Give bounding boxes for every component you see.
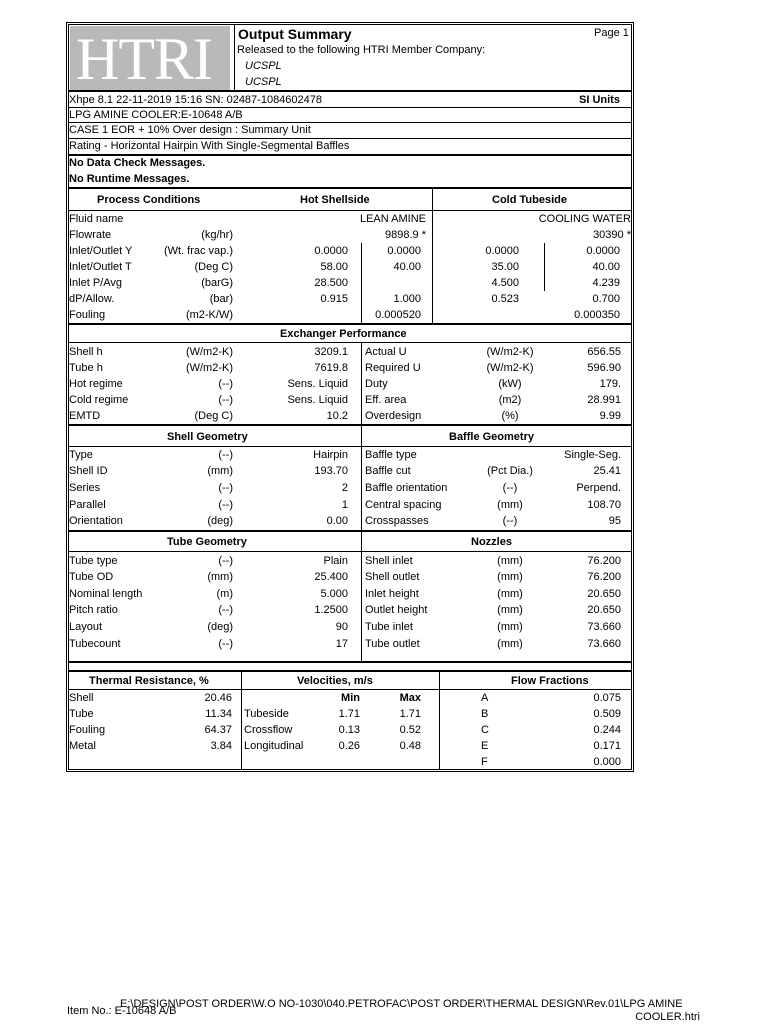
row-unit: (W/m2-K) [185,362,233,374]
row-unit: (W/m2-K) [185,346,233,358]
row-unit: (--) [218,378,233,390]
released-text: Released to the following HTRI Member Company: [237,44,486,56]
runtime-message: No Runtime Messages. [69,173,190,185]
divider [361,530,362,661]
divider [234,24,235,90]
row-label: Tube inlet [365,621,413,633]
row-unit: (--) [218,604,233,616]
hot-inlet-value: 0.915 [320,293,348,305]
row-value: 0.075 [593,692,621,704]
divider [439,670,440,770]
row-value: 20.46 [204,692,232,704]
velocity-max-header: Max [399,692,421,704]
hot-inlet-value: 28.500 [314,277,348,289]
row-label: Crossflow [244,724,293,736]
row-label: Inlet/Outlet T [69,261,132,273]
row-label: Pitch ratio [69,604,118,616]
row-label: B [481,708,489,720]
row-unit: (mm) [497,604,523,616]
divider [432,188,433,323]
row-label: Layout [69,621,103,633]
divider [68,323,632,325]
row-value: 76.200 [587,555,621,567]
divider [68,210,632,211]
row-value: 28.991 [587,394,621,406]
divider [68,187,632,189]
row-label: Longitudinal [244,740,304,752]
row-unit: (--) [218,555,233,567]
row-unit: (Deg C) [194,410,233,422]
row-unit: (barG) [201,277,233,289]
row-label: Tube OD [69,571,114,583]
row-value: Plain [323,555,348,567]
row-unit: (mm) [497,555,523,567]
divider [68,107,632,108]
row-label: EMTD [69,410,101,422]
row-label: F [481,756,488,768]
row-unit: (--) [218,638,233,650]
row-label: Nominal length [69,588,143,600]
cold-outlet-value: 40.00 [592,261,620,273]
row-value: 0.000 [593,756,621,768]
case-line-1: LPG AMINE COOLER:E-10648 A/B [69,109,243,121]
row-value: Sens. Liquid [287,394,348,406]
row-unit: (W/m2-K) [486,362,534,374]
row-label: dP/Allow. [69,293,115,305]
row-value: 0.171 [593,740,621,752]
hot-inlet-value: 58.00 [320,261,348,273]
velocities-heading: Velocities, m/s [297,675,373,687]
row-value: 76.200 [587,571,621,583]
row-unit: (--) [218,394,233,406]
logo-text: HTRI [76,26,212,92]
divider [68,90,632,92]
row-label: Inlet height [365,588,419,600]
row-label: Orientation [69,515,123,527]
divider [68,154,632,156]
flow-fractions-heading: Flow Fractions [511,675,589,687]
version-line: Xhpe 8.1 22-11-2019 15:16 SN: 02487-1084602478 [69,94,323,106]
row-label: Fouling [69,724,106,736]
row-value: 95 [608,515,621,527]
row-label: Tube [69,708,94,720]
row-label: Shell [69,692,94,704]
row-value: Perpend. [576,482,621,494]
row-label: Tube outlet [365,638,420,650]
file-path-line1: E:\DESIGN\POST ORDER\W.O NO-1030\040.PETROFAC\POST ORDER\THERMAL DESIGN\Rev.01\LPG AMINE [120,998,683,1010]
hot-outlet-value: 0.000520 [375,309,421,321]
row-label: Series [69,482,101,494]
cold-outlet-value: 0.000350 [574,309,620,321]
row-value: 193.70 [314,465,348,477]
divider [68,661,632,663]
row-label: A [481,692,489,704]
shell-geometry-heading: Shell Geometry [167,431,248,443]
divider [361,243,362,307]
row-label: Tubecount [69,638,121,650]
row-value: 90 [335,621,348,633]
row-value: 20.650 [587,604,621,616]
row-label: Type [69,449,93,461]
htri-logo [70,26,230,90]
divider [68,689,632,690]
row-value: Single-Seg. [564,449,621,461]
row-value: 596.90 [587,362,621,374]
hot-outlet-value: 40.00 [393,261,421,273]
row-value: 25.400 [314,571,348,583]
row-label: Tube h [69,362,103,374]
row-value: 0.00 [326,515,348,527]
divider [68,670,632,672]
row-label: Baffle type [365,449,417,461]
divider [68,122,632,123]
velocity-max: 0.48 [399,740,421,752]
row-label: Shell ID [69,465,108,477]
row-value: 5.000 [320,588,348,600]
divider [68,138,632,139]
row-unit: (mm) [497,621,523,633]
row-unit: (mm) [497,499,523,511]
row-value: 7619.8 [314,362,348,374]
cold-outlet-value: 0.0000 [586,245,620,257]
divider [361,424,362,530]
row-label: C [481,724,489,736]
cold-inlet-value: 0.0000 [485,245,519,257]
row-label: Shell outlet [365,571,420,583]
velocity-max: 0.52 [399,724,421,736]
row-unit: (mm) [497,588,523,600]
row-value: 20.650 [587,588,621,600]
company-1: UCSPL [245,60,282,72]
row-unit: (--) [502,482,518,494]
hot-outlet-value: 1.000 [393,293,421,305]
divider [68,446,632,447]
row-label: Inlet P/Avg [69,277,122,289]
row-value: 3209.1 [314,346,348,358]
process-conditions-heading: Process Conditions [97,194,201,206]
row-value: 11.34 [205,708,232,720]
row-label: Inlet/Outlet Y [69,245,133,257]
row-label: Hot regime [69,378,123,390]
row-label: Duty [365,378,388,390]
row-unit: (deg) [207,515,233,527]
row-unit: (mm) [207,465,233,477]
row-label: Crosspasses [365,515,429,527]
exchanger-performance-heading: Exchanger Performance [280,328,407,340]
item-number: Item No.: E-10648 A/B [67,1005,177,1017]
row-label: Tube type [69,555,118,567]
velocity-min-header: Min [341,692,360,704]
row-value: Sens. Liquid [287,378,348,390]
divider [361,307,362,323]
row-label: Baffle orientation [365,482,448,494]
row-label: Cold regime [69,394,129,406]
nozzles-heading: Nozzles [471,536,512,548]
row-unit: (Deg C) [194,261,233,273]
row-label: Fouling [69,309,106,321]
row-label: Central spacing [365,499,442,511]
row-unit: (m2) [498,394,522,406]
row-value: 0.509 [593,708,621,720]
row-unit: (--) [218,499,233,511]
row-value: 108.70 [587,499,621,511]
cold-outlet-value: 0.700 [592,293,620,305]
row-value: 656.55 [587,346,621,358]
cold-tubeside-heading: Cold Tubeside [492,194,567,206]
row-label: Outlet height [365,604,428,616]
velocity-min: 0.13 [338,724,360,736]
row-value: 2 [341,482,348,494]
row-unit: (bar) [209,293,233,305]
company-2: UCSPL [245,76,282,88]
cold-inlet-value: 0.523 [491,293,519,305]
row-label: Fluid name [69,213,124,225]
row-unit: (deg) [207,621,233,633]
row-label: Parallel [69,499,106,511]
row-value: 17 [335,638,348,650]
row-unit: (W/m2-K) [486,346,534,358]
row-unit: (m) [216,588,233,600]
divider [68,342,632,343]
row-label: Actual U [365,346,407,358]
row-label: Shell h [69,346,103,358]
row-label: Overdesign [365,410,422,422]
divider [68,424,632,426]
row-value: 1 [341,499,348,511]
row-value: 0.244 [593,724,621,736]
divider [544,243,545,291]
row-unit: (--) [218,482,233,494]
row-unit: (kW) [498,378,522,390]
row-unit: (mm) [207,571,233,583]
divider [241,670,242,770]
cold-inlet-value: 4.500 [491,277,519,289]
thermal-resistance-heading: Thermal Resistance, % [89,675,209,687]
file-path-line2: COOLER.htri [635,1011,700,1023]
row-value: 73.660 [587,621,621,633]
velocity-max: 1.71 [399,708,421,720]
page-number: Page 1 [594,27,629,39]
hot-inlet-value: 0.0000 [314,245,348,257]
row-value: 10.2 [326,410,348,422]
row-label: Flowrate [69,229,112,241]
data-check-message: No Data Check Messages. [69,157,206,169]
row-unit: (--) [502,515,518,527]
row-unit: (Pct Dia.) [487,465,533,477]
tube-geometry-heading: Tube Geometry [167,536,247,548]
row-label: Metal [69,740,96,752]
hot-shellside-heading: Hot Shellside [300,194,370,206]
hot-value: 9898.9 * [385,229,426,241]
row-unit: (%) [501,410,519,422]
cold-value: 30390 * [593,229,631,241]
hot-outlet-value: 0.0000 [387,245,421,257]
divider [68,530,632,532]
units-label: SI Units [579,94,620,106]
row-value: 3.84 [210,740,232,752]
row-value: 1.2500 [314,604,348,616]
velocity-min: 0.26 [338,740,360,752]
row-value: 64.37 [204,724,232,736]
row-unit: (--) [218,449,233,461]
row-unit: (Wt. frac vap.) [163,245,233,257]
cold-inlet-value: 35.00 [491,261,519,273]
page-title: Output Summary [238,26,352,42]
row-value: 179. [599,378,621,390]
cold-outlet-value: 4.239 [592,277,620,289]
hot-value: LEAN AMINE [359,213,426,225]
row-label: Shell inlet [365,555,413,567]
row-value: 25.41 [593,465,621,477]
case-line-3: Rating - Horizontal Hairpin With Single-Segmental Baffles [69,140,350,152]
case-line-2: CASE 1 EOR + 10% Over design : Summary Unit [69,124,311,136]
row-value: 73.660 [587,638,621,650]
row-unit: (mm) [497,638,523,650]
baffle-geometry-heading: Baffle Geometry [449,431,534,443]
divider [68,551,632,552]
row-value: Hairpin [313,449,348,461]
row-label: Tubeside [244,708,289,720]
row-label: E [481,740,489,752]
row-label: Eff. area [365,394,407,406]
divider [361,342,362,424]
row-unit: (kg/hr) [201,229,233,241]
row-unit: (m2-K/W) [185,309,233,321]
row-unit: (mm) [497,571,523,583]
row-label: Required U [365,362,421,374]
cold-value: COOLING WATER [538,213,631,225]
row-label: Baffle cut [365,465,411,477]
row-value: 9.99 [599,410,621,422]
velocity-min: 1.71 [338,708,360,720]
